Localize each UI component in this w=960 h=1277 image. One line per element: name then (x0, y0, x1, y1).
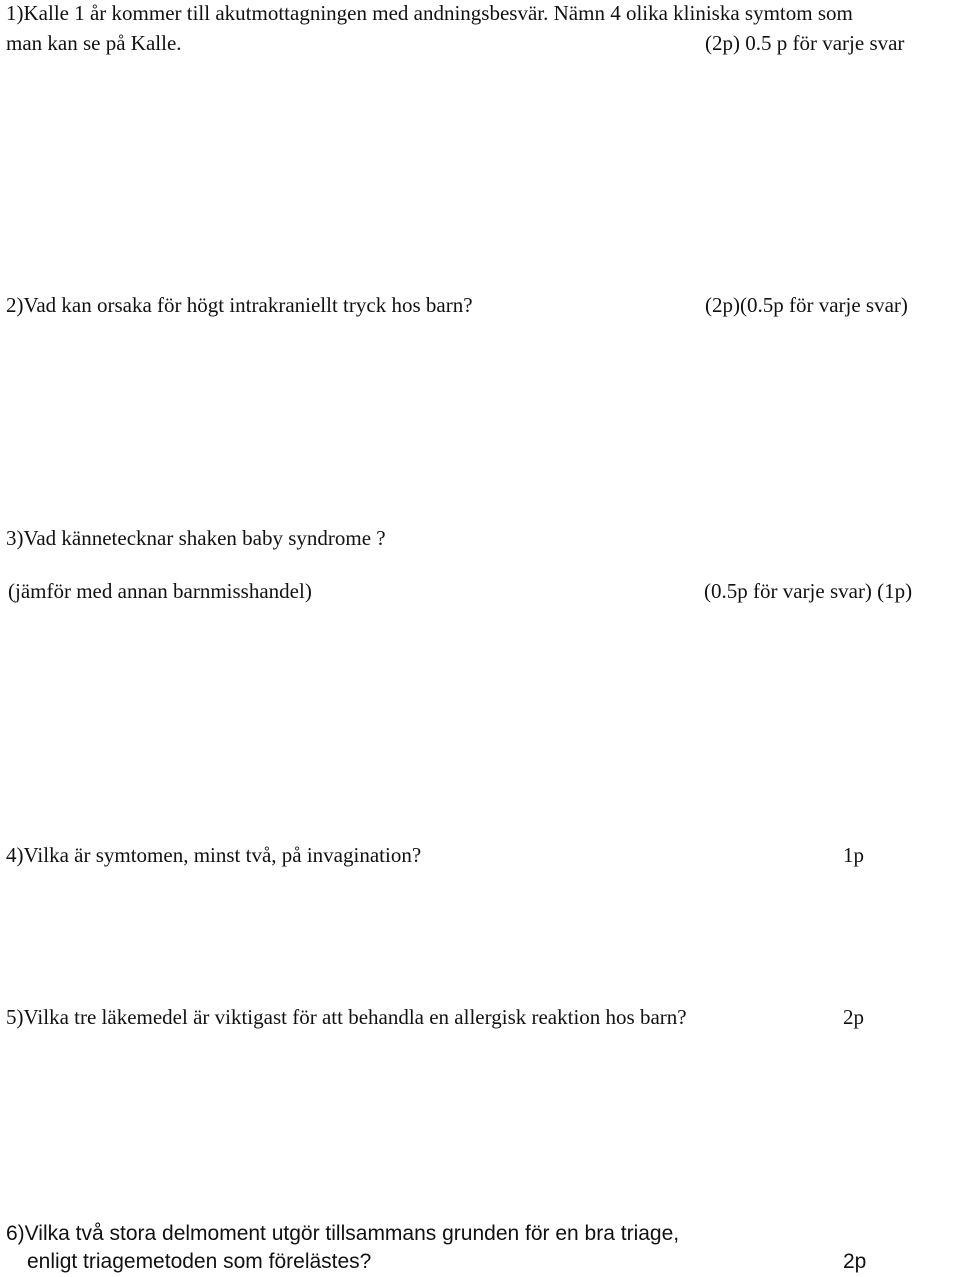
question-4-points: 1p (843, 843, 864, 867)
question-3-text: 3)Vad kännetecknar shaken baby syndrome ? (6, 526, 386, 550)
question-3-subtext: (jämför med annan barnmisshandel) (8, 579, 312, 603)
question-5-points: 2p (843, 1005, 864, 1029)
question-6-line-1: 6)Vilka två stora delmoment utgör tillsammans grunden för en bra triage, (6, 1222, 680, 1245)
question-4-text: 4)Vilka är symtomen, minst två, på invagination? (6, 843, 422, 867)
question-1-line-1: 1)Kalle 1 år kommer till akutmottagningen med andningsbesvär. Nämn 4 olika kliniska symtom som (6, 1, 853, 25)
question-3-points: (0.5p för varje svar) (1p) (704, 579, 913, 603)
question-6-line-2: enligt triagemetoden som förelästes? (27, 1250, 372, 1273)
question-2-text: 2)Vad kan orsaka för högt intrakraniellt tryck hos barn? (6, 293, 473, 317)
question-2-points: (2p)(0.5p för varje svar) (705, 293, 908, 317)
question-6-points: 2p (843, 1250, 867, 1273)
question-1-points: (2p) 0.5 p för varje svar (705, 31, 905, 55)
question-1-line-2: man kan se på Kalle. (6, 31, 182, 55)
question-5-text: 5)Vilka tre läkemedel är viktigast för att behandla en allergisk reaktion hos barn? (6, 1005, 687, 1029)
